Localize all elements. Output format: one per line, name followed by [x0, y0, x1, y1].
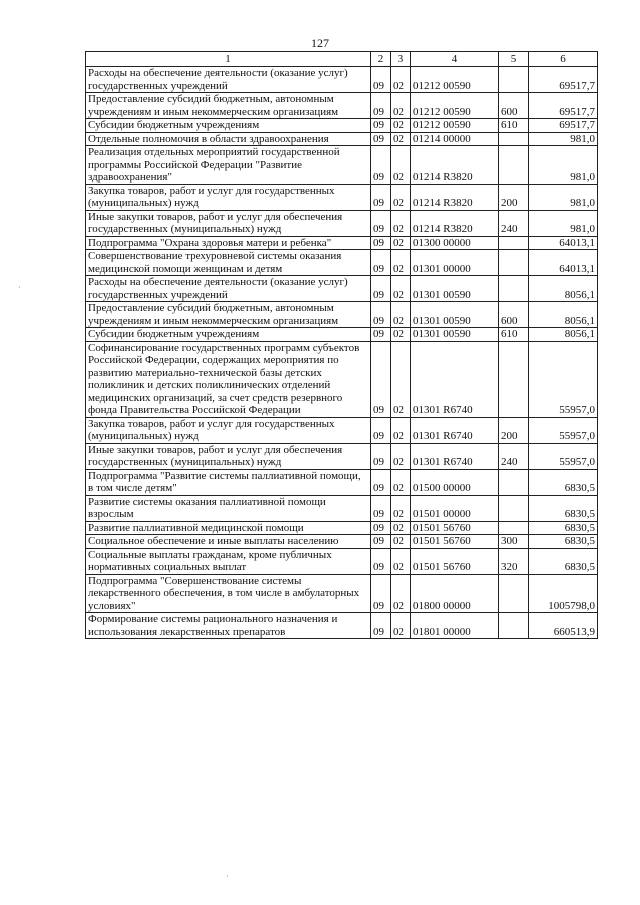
table-row [86, 521, 598, 535]
row-name-cell: Закупка товаров, работ и услуг для государственных (муниципальных) нужд [86, 184, 371, 210]
expense-type-cell: 240 [499, 443, 529, 469]
table-row [86, 93, 598, 119]
subsection-cell: 02 [391, 146, 411, 185]
expense-type-cell [499, 521, 529, 535]
subsection-cell: 02 [391, 328, 411, 342]
table-row [86, 548, 598, 574]
subsection-cell: 02 [391, 276, 411, 302]
expense-type-cell [499, 67, 529, 93]
subsection-cell: 02 [391, 535, 411, 549]
target-article-cell: 01301 00000 [411, 250, 499, 276]
row-name-cell: Иные закупки товаров, работ и услуг для обеспечения государственных (муниципальных) нужд [86, 210, 371, 236]
amount-cell: 1005798,0 [529, 574, 598, 613]
expense-type-cell: 600 [499, 93, 529, 119]
amount-cell: 55957,0 [529, 443, 598, 469]
subsection-cell: 02 [391, 67, 411, 93]
expense-type-cell: 320 [499, 548, 529, 574]
table-row [86, 341, 598, 417]
row-name-cell: Субсидии бюджетным учреждениям [86, 119, 371, 133]
amount-cell: 6830,5 [529, 469, 598, 495]
subsection-cell: 02 [391, 132, 411, 146]
target-article-cell: 01501 56760 [411, 548, 499, 574]
section-cell: 09 [371, 184, 391, 210]
section-cell: 09 [371, 417, 391, 443]
target-article-cell: 01301 R6740 [411, 417, 499, 443]
section-cell: 09 [371, 119, 391, 133]
header-row [86, 52, 598, 67]
amount-cell: 981,0 [529, 184, 598, 210]
expense-type-cell: 600 [499, 302, 529, 328]
target-article-cell: 01301 R6740 [411, 341, 499, 417]
section-cell: 09 [371, 146, 391, 185]
row-name-cell: Совершенствование трехуровневой системы оказания медицинской помощи женщинам и детям [86, 250, 371, 276]
section-cell: 09 [371, 236, 391, 250]
amount-cell: 64013,1 [529, 236, 598, 250]
row-name-cell: Закупка товаров, работ и услуг для государственных (муниципальных) нужд [86, 417, 371, 443]
target-article-cell: 01214 R3820 [411, 146, 499, 185]
target-article-cell: 01501 56760 [411, 521, 499, 535]
expense-type-cell: 200 [499, 184, 529, 210]
row-name-cell: Развитие системы оказания паллиативной помощи взрослым [86, 495, 371, 521]
row-name-cell: Субсидии бюджетным учреждениям [86, 328, 371, 342]
table-row [86, 469, 598, 495]
subsection-cell: 02 [391, 93, 411, 119]
row-name-cell: Подпрограмма "Охрана здоровья матери и ребенка" [86, 236, 371, 250]
amount-cell: 55957,0 [529, 417, 598, 443]
column-header: 5 [499, 52, 529, 67]
scan-speck: · [226, 872, 229, 881]
expense-type-cell [499, 132, 529, 146]
amount-cell: 6830,5 [529, 535, 598, 549]
subsection-cell: 02 [391, 613, 411, 639]
section-cell: 09 [371, 613, 391, 639]
amount-cell: 6830,5 [529, 548, 598, 574]
amount-cell: 6830,5 [529, 521, 598, 535]
expense-type-cell: 200 [499, 417, 529, 443]
amount-cell: 8056,1 [529, 328, 598, 342]
expense-type-cell [499, 250, 529, 276]
table-row [86, 236, 598, 250]
target-article-cell: 01212 00590 [411, 119, 499, 133]
section-cell: 09 [371, 443, 391, 469]
section-cell: 09 [371, 341, 391, 417]
subsection-cell: 02 [391, 119, 411, 133]
target-article-cell: 01801 00000 [411, 613, 499, 639]
target-article-cell: 01501 00000 [411, 495, 499, 521]
column-header: 4 [411, 52, 499, 67]
table-row [86, 250, 598, 276]
target-article-cell: 01500 00000 [411, 469, 499, 495]
subsection-cell: 02 [391, 250, 411, 276]
section-cell: 09 [371, 469, 391, 495]
column-header: 6 [529, 52, 598, 67]
column-header: 1 [86, 52, 371, 67]
table-row [86, 495, 598, 521]
target-article-cell: 01800 00000 [411, 574, 499, 613]
row-name-cell: Подпрограмма "Развитие системы паллиативной помощи, в том числе детям" [86, 469, 371, 495]
table-row [86, 119, 598, 133]
expense-type-cell: 300 [499, 535, 529, 549]
target-article-cell: 01301 00590 [411, 276, 499, 302]
budget-table [85, 51, 598, 639]
amount-cell: 660513,9 [529, 613, 598, 639]
amount-cell: 55957,0 [529, 341, 598, 417]
amount-cell: 69517,7 [529, 67, 598, 93]
section-cell: 09 [371, 250, 391, 276]
scan-speck: · [18, 283, 21, 292]
table-row [86, 417, 598, 443]
amount-cell: 69517,7 [529, 93, 598, 119]
section-cell: 09 [371, 93, 391, 119]
subsection-cell: 02 [391, 469, 411, 495]
table-row [86, 535, 598, 549]
subsection-cell: 02 [391, 521, 411, 535]
expense-type-cell [499, 495, 529, 521]
section-cell: 09 [371, 276, 391, 302]
table-row [86, 276, 598, 302]
section-cell: 09 [371, 132, 391, 146]
expense-type-cell [499, 341, 529, 417]
table-row [86, 67, 598, 93]
amount-cell: 69517,7 [529, 119, 598, 133]
section-cell: 09 [371, 574, 391, 613]
subsection-cell: 02 [391, 236, 411, 250]
row-name-cell: Подпрограмма "Совершенствование системы лекарственного обеспечения, в том числе в амбулаторных условиях" [86, 574, 371, 613]
page-number: 127 [311, 36, 329, 50]
target-article-cell: 01214 00000 [411, 132, 499, 146]
row-name-cell: Предоставление субсидий бюджетным, автономным учреждениям и иным некоммерческим организациям [86, 93, 371, 119]
expense-type-cell [499, 613, 529, 639]
subsection-cell: 02 [391, 417, 411, 443]
row-name-cell: Софинансирование государственных программ субъектов Российской Федерации, содержащих мероприятия по развитию материально-технической базы детских поликлиник и детских поликлинических отделений медицинских организаций, за счет средств резервного фонда Правительства Российской Федерации [86, 341, 371, 417]
section-cell: 09 [371, 302, 391, 328]
subsection-cell: 02 [391, 302, 411, 328]
amount-cell: 981,0 [529, 132, 598, 146]
target-article-cell: 01300 00000 [411, 236, 499, 250]
row-name-cell: Расходы на обеспечение деятельности (оказание услуг) государственных учреждений [86, 276, 371, 302]
row-name-cell: Социальные выплаты гражданам, кроме публичных нормативных социальных выплат [86, 548, 371, 574]
subsection-cell: 02 [391, 548, 411, 574]
target-article-cell: 01214 R3820 [411, 184, 499, 210]
target-article-cell: 01212 00590 [411, 67, 499, 93]
section-cell: 09 [371, 495, 391, 521]
row-name-cell: Социальное обеспечение и иные выплаты населению [86, 535, 371, 549]
section-cell: 09 [371, 535, 391, 549]
table-row [86, 613, 598, 639]
section-cell: 09 [371, 328, 391, 342]
target-article-cell: 01301 00590 [411, 328, 499, 342]
row-name-cell: Формирование системы рационального назначения и использования лекарственных препаратов [86, 613, 371, 639]
subsection-cell: 02 [391, 495, 411, 521]
expense-type-cell [499, 236, 529, 250]
target-article-cell: 01501 56760 [411, 535, 499, 549]
subsection-cell: 02 [391, 210, 411, 236]
target-article-cell: 01301 R6740 [411, 443, 499, 469]
subsection-cell: 02 [391, 443, 411, 469]
target-article-cell: 01301 00590 [411, 302, 499, 328]
row-name-cell: Расходы на обеспечение деятельности (оказание услуг) государственных учреждений [86, 67, 371, 93]
column-header: 3 [391, 52, 411, 67]
table-row [86, 184, 598, 210]
amount-cell: 8056,1 [529, 302, 598, 328]
table-row [86, 328, 598, 342]
amount-cell: 981,0 [529, 210, 598, 236]
expense-type-cell: 610 [499, 119, 529, 133]
target-article-cell: 01212 00590 [411, 93, 499, 119]
expense-type-cell [499, 276, 529, 302]
amount-cell: 981,0 [529, 146, 598, 185]
expense-type-cell: 610 [499, 328, 529, 342]
column-header: 2 [371, 52, 391, 67]
row-name-cell: Иные закупки товаров, работ и услуг для обеспечения государственных (муниципальных) нужд [86, 443, 371, 469]
row-name-cell: Реализация отдельных мероприятий государственной программы Российской Федерации "Развитие здравоохранения" [86, 146, 371, 185]
subsection-cell: 02 [391, 341, 411, 417]
row-name-cell: Развитие паллиативной медицинской помощи [86, 521, 371, 535]
section-cell: 09 [371, 521, 391, 535]
expense-type-cell: 240 [499, 210, 529, 236]
section-cell: 09 [371, 67, 391, 93]
section-cell: 09 [371, 548, 391, 574]
target-article-cell: 01214 R3820 [411, 210, 499, 236]
subsection-cell: 02 [391, 184, 411, 210]
expense-type-cell [499, 146, 529, 185]
amount-cell: 64013,1 [529, 250, 598, 276]
table-row [86, 146, 598, 185]
section-cell: 09 [371, 210, 391, 236]
table-row [86, 132, 598, 146]
row-name-cell: Предоставление субсидий бюджетным, автономным учреждениям и иным некоммерческим организациям [86, 302, 371, 328]
table-row [86, 210, 598, 236]
expense-type-cell [499, 574, 529, 613]
row-name-cell: Отдельные полномочия в области здравоохранения [86, 132, 371, 146]
table-row [86, 443, 598, 469]
amount-cell: 6830,5 [529, 495, 598, 521]
table-row [86, 574, 598, 613]
table-row [86, 302, 598, 328]
table-body [86, 67, 598, 639]
amount-cell: 8056,1 [529, 276, 598, 302]
subsection-cell: 02 [391, 574, 411, 613]
expense-type-cell [499, 469, 529, 495]
